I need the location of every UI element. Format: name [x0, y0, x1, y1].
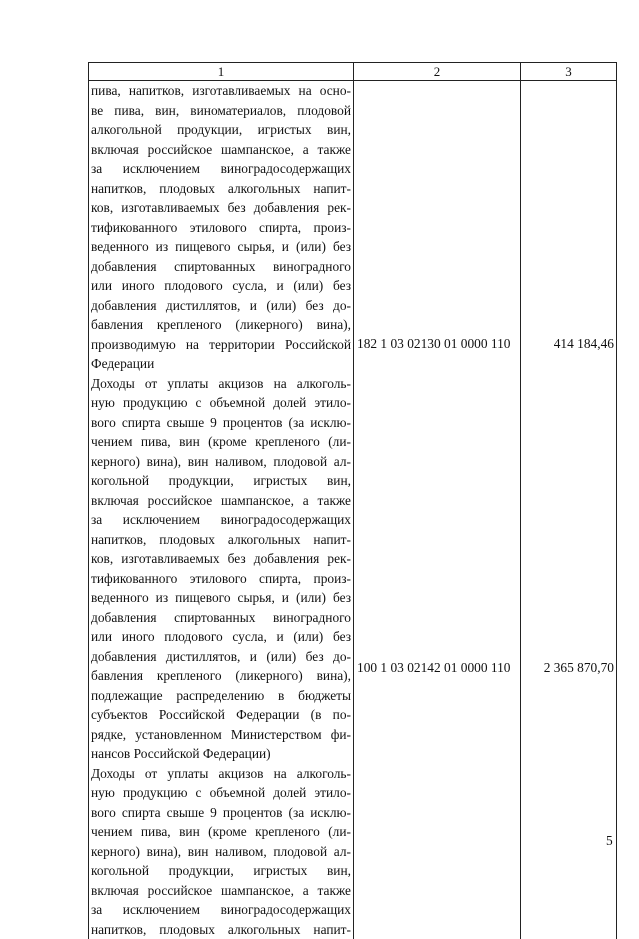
budget-table	[88, 62, 617, 939]
description-line: тификованного этилового спирта, произ-	[91, 218, 351, 238]
description-line: за исключением виноградосодержащих	[91, 900, 351, 920]
description-line: включая российское шампанское, а также	[91, 881, 351, 901]
amount-cell	[521, 81, 617, 939]
code-cell	[354, 81, 521, 939]
description-line: тификованного этилового спирта, произ-	[91, 569, 351, 589]
description-line: производимую на территории Российской	[91, 335, 351, 355]
description-cell	[89, 81, 354, 939]
description-line: чением пива, вин (кроме крепленого (ли-	[91, 822, 351, 842]
description-line: Доходы от уплаты акцизов на алкоголь-	[91, 374, 351, 394]
amount-value: 2 365 870,70	[544, 658, 614, 678]
description-line: за исключением виноградосодержащих	[91, 510, 351, 530]
description-line: бавления крепленого (ликерного) вина),	[91, 315, 351, 335]
description-line: или иного плодового сусла, и (или) без	[91, 276, 351, 296]
budget-code: 100 1 03 02142 01 0000 110	[357, 658, 511, 678]
description-line: добавления спиртованных виноградного	[91, 257, 351, 277]
description-line: за исключением виноградосодержащих	[91, 159, 351, 179]
description-line: подлежащие распределению в бюджеты	[91, 686, 351, 706]
description-line: нансов Российской Федерации)	[91, 744, 351, 764]
description-line: ве пива, вин, виноматериалов, плодовой	[91, 101, 351, 121]
description-line: веденного из пищевого сырья, и (или) без	[91, 588, 351, 608]
description-line: керного) вина), вин наливом, плодовой ал-	[91, 452, 351, 472]
description-line: добавления дистиллятов, и (или) без до-	[91, 296, 351, 316]
description-line: вого спирта свыше 9 процентов (за исклю-	[91, 413, 351, 433]
column-header-3: 3	[521, 63, 617, 81]
column-header-2: 2	[354, 63, 521, 81]
description-line: веденного из пищевого сырья, и (или) без	[91, 237, 351, 257]
description-line: ную продукцию с объемной долей этило-	[91, 783, 351, 803]
table-header-row	[89, 63, 617, 81]
description-line: включая российское шампанское, а также	[91, 140, 351, 160]
description-line: Федерации	[91, 354, 351, 374]
budget-code: 182 1 03 02130 01 0000 110	[357, 334, 511, 354]
description-line: ков, изготавливаемых без добавления рек-	[91, 198, 351, 218]
table-body-row	[89, 81, 617, 939]
description-line: добавления дистиллятов, и (или) без до-	[91, 647, 351, 667]
description-line: включая российское шампанское, а также	[91, 491, 351, 511]
description-line: когольной продукции, игристых вин,	[91, 861, 351, 881]
page-number: 5	[606, 833, 613, 849]
description-line: чением пива, вин (кроме крепленого (ли-	[91, 432, 351, 452]
description-line: бавления крепленого (ликерного) вина),	[91, 666, 351, 686]
description-line: субъектов Российской Федерации (в по-	[91, 705, 351, 725]
description-line: керного) вина), вин наливом, плодовой ал-	[91, 842, 351, 862]
description-line: когольной продукции, игристых вин,	[91, 471, 351, 491]
description-line: напитков, плодовых алкогольных напит-	[91, 920, 351, 939]
amount-value: 414 184,46	[554, 334, 614, 354]
description-line: ков, изготавливаемых без добавления рек-	[91, 549, 351, 569]
description-line: рядке, установленном Министерством фи-	[91, 725, 351, 745]
description-line: или иного плодового сусла, и (или) без	[91, 627, 351, 647]
description-line: напитков, плодовых алкогольных напит-	[91, 179, 351, 199]
description-line: алкогольной продукции, игристых вин,	[91, 120, 351, 140]
description-line: пива, напитков, изготавливаемых на осно-	[91, 81, 351, 101]
description-line: ную продукцию с объемной долей этило-	[91, 393, 351, 413]
column-header-1: 1	[89, 63, 354, 81]
description-line: вого спирта свыше 9 процентов (за исклю-	[91, 803, 351, 823]
description-line: добавления спиртованных виноградного	[91, 608, 351, 628]
description-text	[91, 81, 351, 939]
description-line: напитков, плодовых алкогольных напит-	[91, 530, 351, 550]
description-line: Доходы от уплаты акцизов на алкоголь-	[91, 764, 351, 784]
